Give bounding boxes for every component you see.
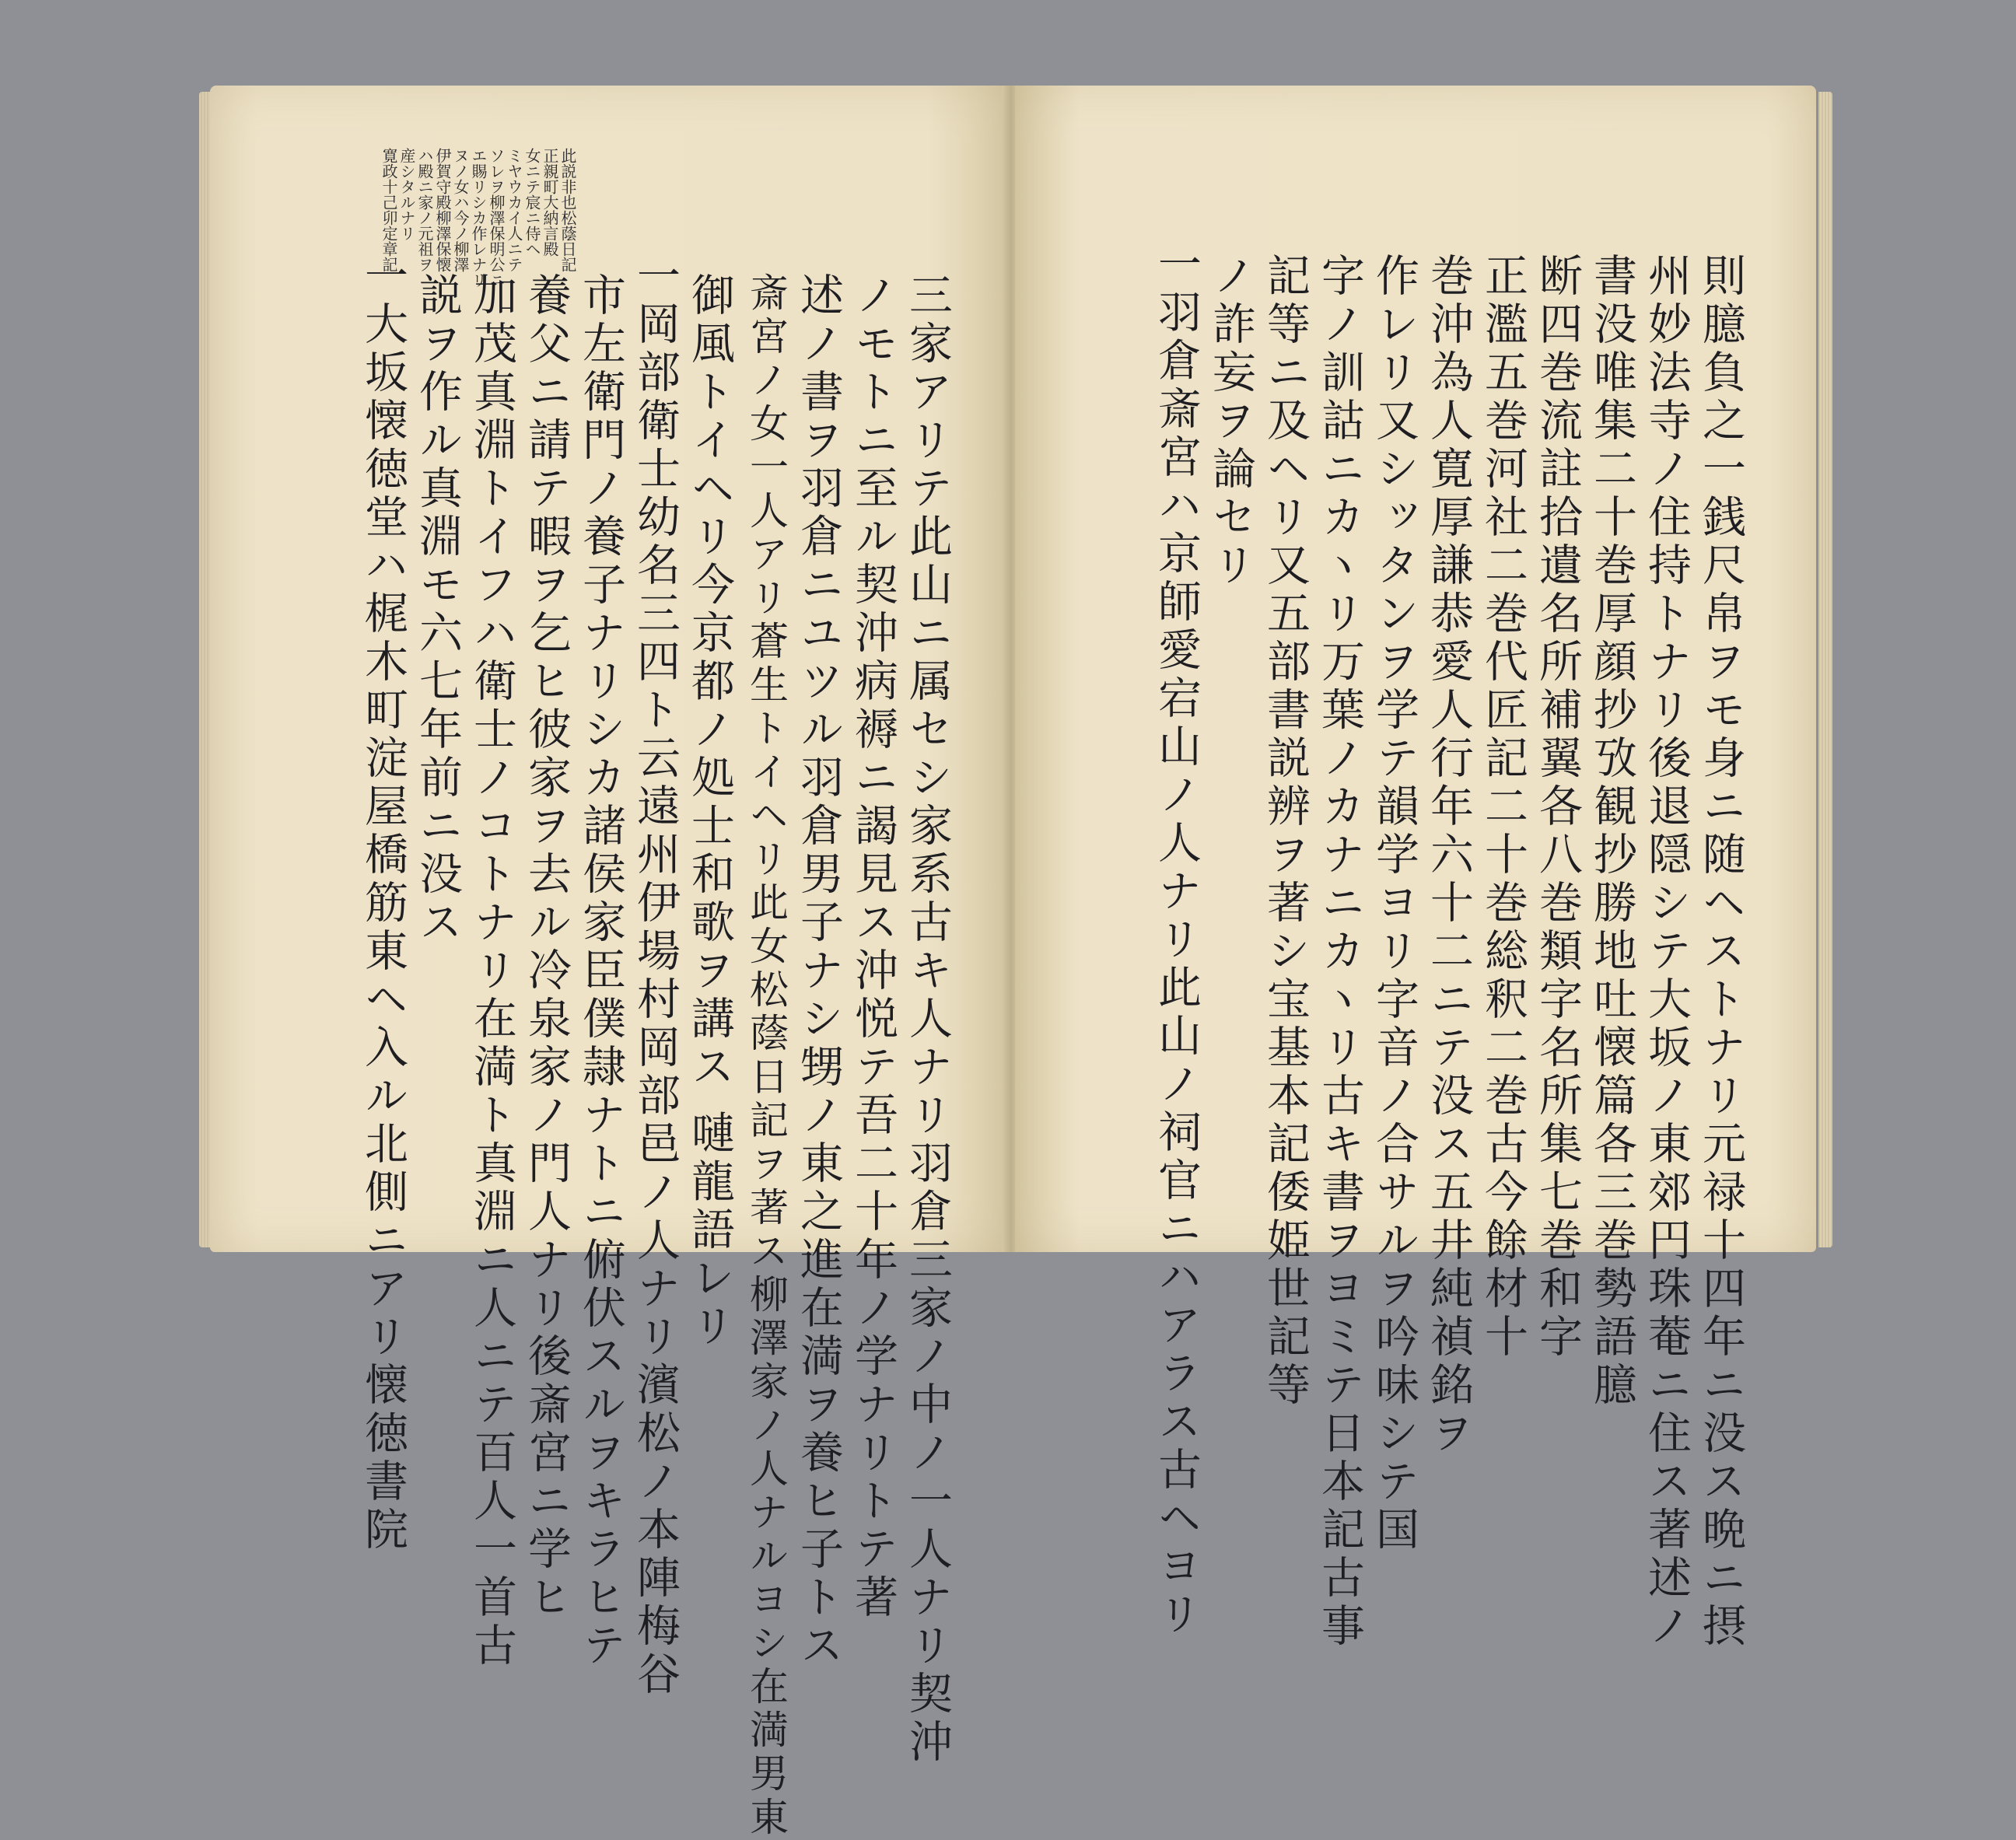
head-note-line: 女ニテ宸ニ侍ヘ — [523, 148, 541, 257]
text-column: 断四巻流註拾遺名所補翼各八巻類字名所集七巻和字 — [1532, 253, 1583, 1362]
text-column: 州妙法寺ノ住持トナリ後退隠シテ大坂ノ東郊円珠菴ニ住ス著述ノ — [1641, 253, 1692, 1651]
head-note-line: 産シタルナリ — [397, 148, 416, 241]
text-column: 市左衛門ノ養子ナリシカ諸侯家臣僕隷ナトニ俯伏スルヲキラヒテ — [576, 272, 626, 1670]
text-column: 巻沖為人寛厚謙恭愛人行年六十二ニテ没ス五井純禎銘ヲ — [1423, 253, 1474, 1458]
head-note-line: ソレヲ柳澤保明公ニ — [487, 148, 506, 288]
head-note-line: 此説非也松蔭日記 — [558, 148, 577, 272]
head-note-line: ヌノ女ハ今ノ柳澤 — [451, 148, 470, 272]
text-column: 字ノ訓詁ニカヽリ万葉ノカナニカヽリ古キ書ヲヨミテ日本記古事 — [1314, 253, 1365, 1651]
text-column: 正濫五巻河社二巻代匠記二十巻総釈二巻古今餘材十 — [1478, 253, 1528, 1362]
right-page — [1015, 86, 1816, 1651]
right-page-edges — [1818, 92, 1832, 1247]
text-column: 加茂真淵トイフハ衛士ノコトナリ在満ト真淵ニ人ニテ百人一首古 — [467, 272, 517, 1670]
right-page-text — [1015, 86, 1816, 1651]
text-column: 記等ニ及ヘリ又五部書説辨ヲ著シ宝基本記倭姫世記等 — [1260, 253, 1311, 1410]
text-column: 則臆負之一銭尺帛ヲモ身ニ随ヘストナリ元禄十四年ニ没ス晩ニ摂 — [1696, 253, 1746, 1651]
left-page-text — [210, 86, 1007, 1840]
text-column: ノ詐妄ヲ論セリ — [1206, 253, 1256, 590]
head-note-line: ハ殿ニ家ノ元祖ヲ — [415, 148, 434, 272]
head-note-line: ミヤウカイ人ニテ — [505, 148, 523, 272]
left-page — [210, 86, 1007, 1840]
text-column: 御風トイヘリ今京都ノ処士和歌ヲ講ス 嗹龍語レリ — [684, 272, 735, 1352]
head-note-line: 寛政十己卯定章記 — [380, 148, 398, 272]
text-column: 三家アリテ此山ニ属セシ家系古キ人ナリ羽倉三家ノ中ノ一人ナリ契沖 — [902, 272, 953, 1767]
text-column: 一大坂懐徳堂ハ梶木町淀屋橋筋東ヘ入ル北側ニアリ懐徳書院 — [358, 253, 408, 1555]
text-column: 斎宮ノ女一人アリ蒼生トイヘリ此女松蔭日記ヲ著ス柳澤家ノ人ナルヨシ在満男東 — [744, 272, 789, 1840]
text-column: 作レリ又シッタンヲ学テ韻学ヨリ字音ノ合サルヲ吟味シテ国 — [1369, 253, 1419, 1555]
text-column: 一羽倉斎宮ハ京師愛宕山ノ人ナリ此山ノ祠官ニハアラス古ヘヨリ — [1151, 241, 1202, 1639]
open-book — [210, 78, 1820, 1840]
head-note-line: 正親町大納言殿 — [541, 148, 559, 257]
text-column: 養父ニ請テ暇ヲ乞ヒ彼家ヲ去ル冷泉家ノ門人ナリ後斎宮ニ学ヒ — [521, 272, 572, 1622]
text-column: 書没唯集二十巻厚顔抄攷観抄勝地吐懐篇各三巻勢語臆 — [1587, 253, 1637, 1410]
head-note-line: 伊賀守殿柳澤保懐 — [433, 148, 452, 272]
text-column: 説ヲ作ル真淵モ六七年前ニ没ス — [412, 272, 463, 947]
head-note-line: エ賜リシカ作レナリ — [469, 148, 488, 288]
text-column: 述ノ書ヲ羽倉ニユツル羽倉男子ナシ甥ノ東之進在満ヲ養ヒ子トス — [793, 272, 844, 1670]
text-column: ノモトニ至ル契沖病褥ニ謁見ス沖悦テ吾二十年ノ学ナリトテ著 — [848, 272, 898, 1622]
text-column: 一岡部衛士幼名三四ト云遠州伊場村岡部邑ノ人ナリ濱松ノ本陣梅谷 — [630, 253, 681, 1699]
